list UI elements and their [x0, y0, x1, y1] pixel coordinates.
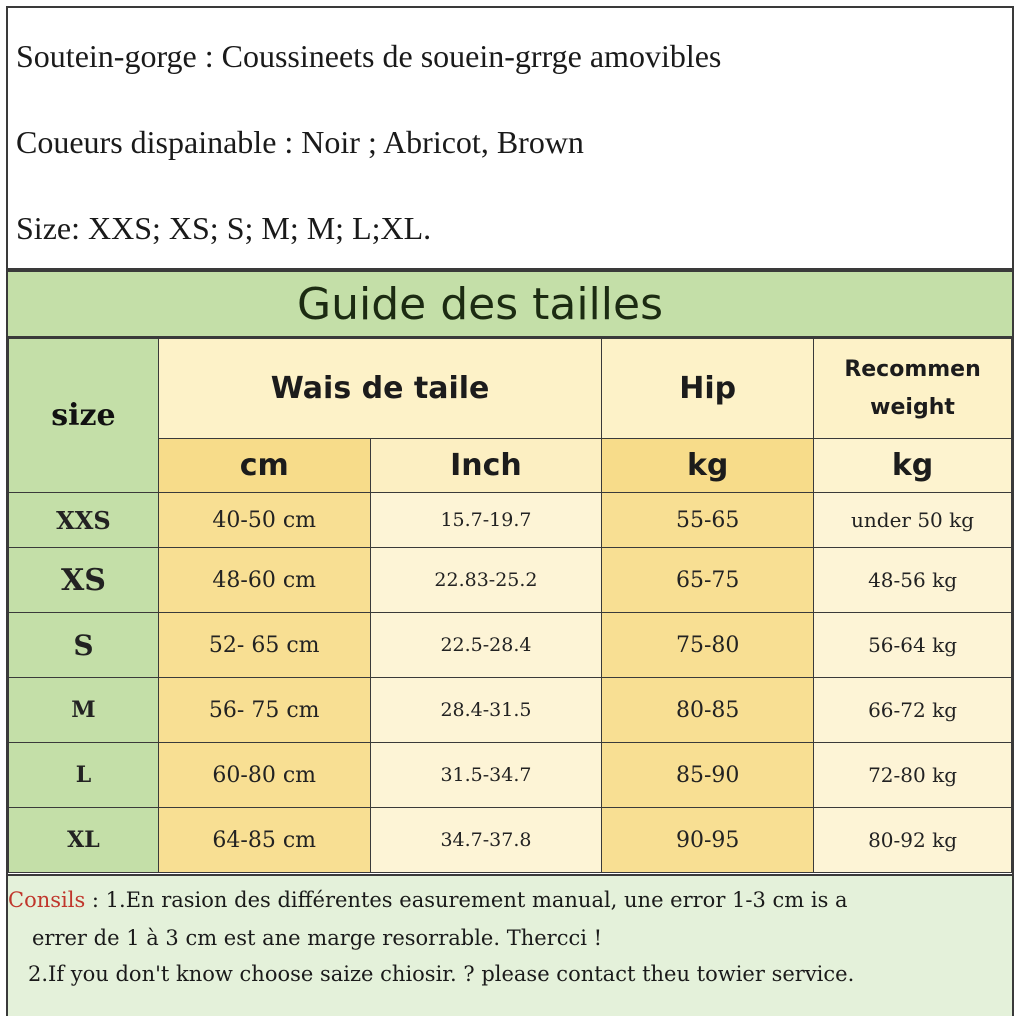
row-waist-inch: 22.5-28.4 [370, 613, 602, 678]
row-waist-cm: 40-50 cm [158, 493, 370, 548]
row-size: XS [9, 548, 159, 613]
row-recommended-weight: 48-56 kg [814, 548, 1012, 613]
header-size: size [9, 339, 159, 493]
row-hip: 85-90 [602, 743, 814, 808]
advice-notes [8, 874, 1012, 1016]
header-hip: Hip [602, 339, 814, 439]
intro-sizes: Size: XXS; XS; S; M; M; L;XL. [16, 210, 432, 246]
table-row [9, 493, 1012, 548]
intro-colors: Coueurs dispainable : Noir ; Abricot, Brown [16, 124, 584, 160]
size-table [8, 338, 1012, 873]
header-recommended-weight [814, 339, 1012, 439]
row-hip: 90-95 [602, 808, 814, 873]
intro-bra-pads: Soutein-gorge : Coussineets de souein-grrge amovibles [16, 38, 722, 74]
header-rec-unit: kg [814, 439, 1012, 493]
header-waist: Wais de taile [158, 339, 601, 439]
size-guide-title-bar [8, 272, 1012, 338]
row-recommended-weight: 72-80 kg [814, 743, 1012, 808]
note-line-2: errer de 1 à 3 cm est ane marge resorrable. Thercci ! [32, 926, 603, 950]
note-line-1-text: : 1.En rasion des différentes easurement manual, une error 1-3 cm is a [85, 888, 848, 912]
advice-label: Consils [8, 888, 86, 912]
row-waist-inch: 15.7-19.7 [370, 493, 602, 548]
row-recommended-weight: 80-92 kg [814, 808, 1012, 873]
table-row [9, 548, 1012, 613]
row-waist-cm: 64-85 cm [158, 808, 370, 873]
header-rec-line2: weight [870, 394, 955, 420]
size-guide [6, 270, 1014, 1016]
header-inch: Inch [370, 439, 602, 493]
row-waist-cm: 56- 75 cm [158, 678, 370, 743]
row-waist-inch: 31.5-34.7 [370, 743, 602, 808]
table-row [9, 613, 1012, 678]
row-size: M [9, 678, 159, 743]
table-row [9, 678, 1012, 743]
row-recommended-weight: 66-72 kg [814, 678, 1012, 743]
row-size: XXS [9, 493, 159, 548]
table-row [9, 743, 1012, 808]
note-line-1 [8, 888, 848, 912]
row-size: XL [9, 808, 159, 873]
row-waist-cm: 48-60 cm [158, 548, 370, 613]
row-waist-inch: 28.4-31.5 [370, 678, 602, 743]
row-recommended-weight: 56-64 kg [814, 613, 1012, 678]
note-line-3: 2.If you don't know choose saize chiosir. ? please contact theu towier service. [28, 962, 855, 986]
table-row [9, 808, 1012, 873]
row-size: L [9, 743, 159, 808]
product-intro-box [6, 6, 1014, 270]
row-size: S [9, 613, 159, 678]
row-waist-inch: 34.7-37.8 [370, 808, 602, 873]
header-cm: cm [158, 439, 370, 493]
row-hip: 75-80 [602, 613, 814, 678]
header-hip-unit: kg [602, 439, 814, 493]
row-hip: 65-75 [602, 548, 814, 613]
row-recommended-weight: under 50 kg [814, 493, 1012, 548]
row-hip: 55-65 [602, 493, 814, 548]
row-waist-cm: 52- 65 cm [158, 613, 370, 678]
header-rec-line1: Recommen [844, 356, 981, 382]
row-waist-inch: 22.83-25.2 [370, 548, 602, 613]
size-guide-title: Guide des tailles [297, 278, 663, 330]
row-hip: 80-85 [602, 678, 814, 743]
row-waist-cm: 60-80 cm [158, 743, 370, 808]
